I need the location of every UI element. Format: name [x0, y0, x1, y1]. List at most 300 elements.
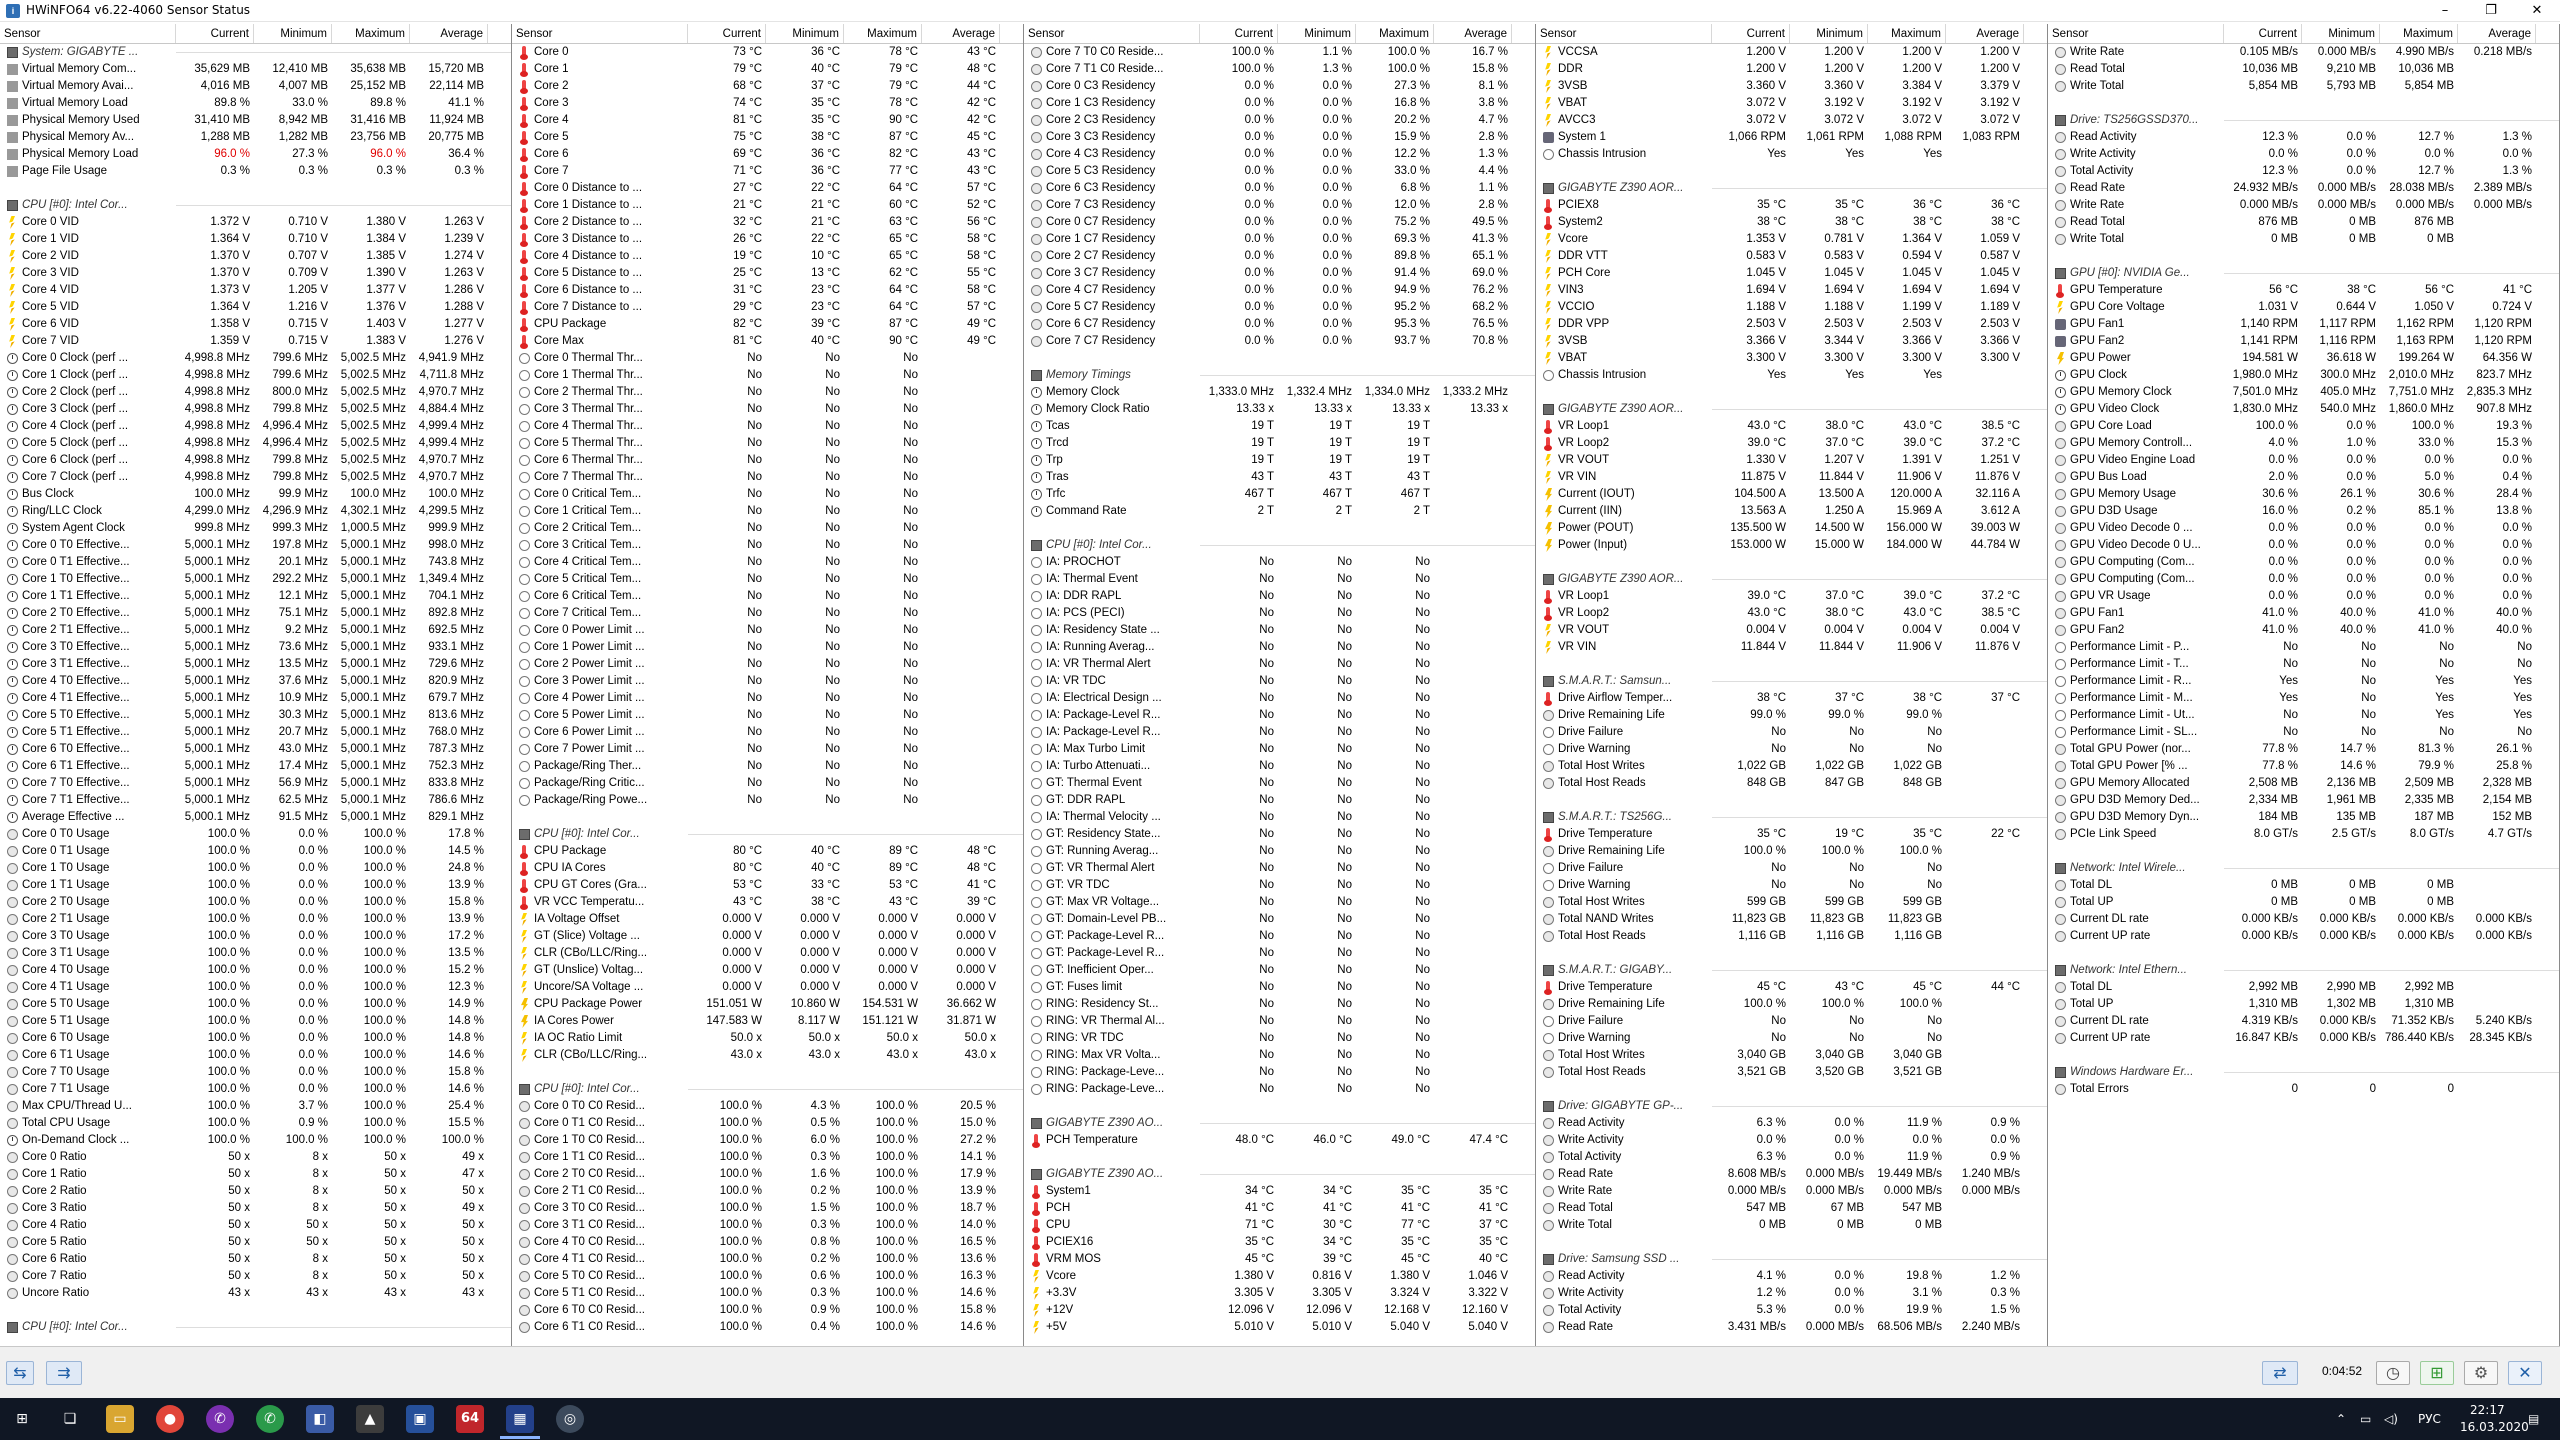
- sensor-row[interactable]: [512, 979, 1023, 996]
- sensor-row[interactable]: [0, 367, 511, 384]
- photos-icon[interactable]: ▲: [356, 1405, 384, 1433]
- sensor-row[interactable]: [1024, 95, 1535, 112]
- sensor-row[interactable]: [1024, 1251, 1535, 1268]
- sensor-row[interactable]: [512, 741, 1023, 758]
- sensor-row[interactable]: [512, 231, 1023, 248]
- file-explorer-icon[interactable]: ▭: [106, 1405, 134, 1433]
- sensor-row[interactable]: [1536, 1217, 2047, 1234]
- sensor-row[interactable]: [1024, 1234, 1535, 1251]
- sensor-row[interactable]: [0, 792, 511, 809]
- sensor-row[interactable]: [1024, 809, 1535, 826]
- sensor-row[interactable]: [2048, 61, 2559, 78]
- steam-icon[interactable]: ◎: [556, 1405, 584, 1433]
- sensor-row[interactable]: [0, 605, 511, 622]
- sensor-row[interactable]: [0, 282, 511, 299]
- sensor-row[interactable]: [512, 911, 1023, 928]
- sensor-row[interactable]: [0, 1064, 511, 1081]
- sensor-row[interactable]: [512, 673, 1023, 690]
- task-view-icon[interactable]: ❏: [63, 1411, 77, 1427]
- sensor-row[interactable]: [0, 1081, 511, 1098]
- sensor-row[interactable]: [512, 214, 1023, 231]
- sensor-row[interactable]: [512, 928, 1023, 945]
- sensor-row[interactable]: [0, 469, 511, 486]
- sensor-row[interactable]: [2048, 979, 2559, 996]
- sensor-row[interactable]: [512, 656, 1023, 673]
- sensor-row[interactable]: [512, 146, 1023, 163]
- sensor-row[interactable]: [0, 486, 511, 503]
- sensor-row[interactable]: [512, 724, 1023, 741]
- sensor-panel[interactable]: [512, 24, 1024, 1346]
- sensor-row[interactable]: [0, 384, 511, 401]
- sensor-row[interactable]: [1024, 231, 1535, 248]
- sensor-row[interactable]: [0, 945, 511, 962]
- sensor-row[interactable]: [512, 1285, 1023, 1302]
- sensor-row[interactable]: [0, 724, 511, 741]
- sensor-row[interactable]: [512, 367, 1023, 384]
- sensor-row[interactable]: [2048, 384, 2559, 401]
- sensor-row[interactable]: [0, 1098, 511, 1115]
- sensor-row[interactable]: [1536, 367, 2047, 384]
- sensor-row[interactable]: [1536, 61, 2047, 78]
- sensor-row[interactable]: [1024, 265, 1535, 282]
- sensor-row[interactable]: [2048, 129, 2559, 146]
- sensor-row[interactable]: [1536, 1132, 2047, 1149]
- sensor-row[interactable]: [0, 61, 511, 78]
- sensor-row[interactable]: [1536, 639, 2047, 656]
- sensor-row[interactable]: [0, 741, 511, 758]
- sensor-row[interactable]: [1024, 1013, 1535, 1030]
- current-column-header[interactable]: Current: [1200, 24, 1278, 43]
- minimum-column-header[interactable]: Minimum: [254, 24, 332, 43]
- current-column-header[interactable]: Current: [688, 24, 766, 43]
- maximum-column-header[interactable]: Maximum: [844, 24, 922, 43]
- sensor-row[interactable]: [0, 95, 511, 112]
- sensor-column-header[interactable]: Sensor: [1536, 24, 1712, 43]
- sensor-row[interactable]: [1024, 112, 1535, 129]
- sensor-group-header[interactable]: [2048, 860, 2559, 877]
- sensor-row[interactable]: [1024, 180, 1535, 197]
- average-column-header[interactable]: Average: [410, 24, 488, 43]
- sensor-row[interactable]: [0, 877, 511, 894]
- sensor-row[interactable]: [512, 1183, 1023, 1200]
- sensor-row[interactable]: [512, 384, 1023, 401]
- sensor-row[interactable]: [1536, 452, 2047, 469]
- viber-icon[interactable]: ✆: [206, 1405, 234, 1433]
- sensor-row[interactable]: [2048, 792, 2559, 809]
- sensor-row[interactable]: [0, 996, 511, 1013]
- sensor-row[interactable]: [0, 214, 511, 231]
- sensor-row[interactable]: [1024, 469, 1535, 486]
- hwinfo-taskbar-icon[interactable]: 64: [456, 1405, 484, 1433]
- close-button[interactable]: ✕: [2531, 3, 2543, 18]
- sensor-row[interactable]: [1024, 690, 1535, 707]
- sensor-row[interactable]: [2048, 911, 2559, 928]
- sensor-row[interactable]: [2048, 673, 2559, 690]
- sensor-row[interactable]: [2048, 826, 2559, 843]
- sensor-row[interactable]: [1024, 656, 1535, 673]
- sensor-row[interactable]: [0, 588, 511, 605]
- sensor-row[interactable]: [512, 843, 1023, 860]
- sensor-row[interactable]: [1536, 350, 2047, 367]
- maximum-column-header[interactable]: Maximum: [1868, 24, 1946, 43]
- sensor-column-header[interactable]: Sensor: [1024, 24, 1200, 43]
- sensor-row[interactable]: [1024, 197, 1535, 214]
- sensor-row[interactable]: [512, 1149, 1023, 1166]
- sensor-row[interactable]: [1024, 146, 1535, 163]
- sensor-row[interactable]: [512, 605, 1023, 622]
- sensor-row[interactable]: [512, 707, 1023, 724]
- sensor-row[interactable]: [1536, 282, 2047, 299]
- sensor-row[interactable]: [0, 1132, 511, 1149]
- sensor-row[interactable]: [2048, 78, 2559, 95]
- sensor-row[interactable]: [1536, 248, 2047, 265]
- sensor-panel[interactable]: [1024, 24, 1536, 1346]
- sensor-group-header[interactable]: [1536, 809, 2047, 826]
- sensor-row[interactable]: [1024, 486, 1535, 503]
- sensor-group-header[interactable]: [512, 826, 1023, 843]
- arrow-left-icon[interactable]: ⇆: [6, 1361, 34, 1385]
- network-icon[interactable]: ▭: [2360, 1412, 2372, 1426]
- sensor-row[interactable]: [1024, 78, 1535, 95]
- sensor-row[interactable]: [0, 843, 511, 860]
- sensor-row[interactable]: [0, 146, 511, 163]
- sensor-row[interactable]: [0, 571, 511, 588]
- sensor-row[interactable]: [0, 1149, 511, 1166]
- sensor-row[interactable]: [2048, 520, 2559, 537]
- sensor-row[interactable]: [512, 520, 1023, 537]
- sensor-row[interactable]: [1536, 826, 2047, 843]
- sensor-row[interactable]: [512, 401, 1023, 418]
- maximize-button[interactable]: ❐: [2485, 3, 2497, 18]
- sensor-row[interactable]: [1536, 1166, 2047, 1183]
- sensor-row[interactable]: [0, 452, 511, 469]
- sensor-row[interactable]: [2048, 333, 2559, 350]
- sensor-row[interactable]: [512, 945, 1023, 962]
- sensor-row[interactable]: [1536, 1285, 2047, 1302]
- sensor-row[interactable]: [1536, 860, 2047, 877]
- sensor-row[interactable]: [0, 503, 511, 520]
- sensor-row[interactable]: [512, 1047, 1023, 1064]
- sensor-row[interactable]: [0, 248, 511, 265]
- sensor-row[interactable]: [0, 1030, 511, 1047]
- network-switch-icon[interactable]: ⇄: [2262, 1361, 2298, 1385]
- sensor-row[interactable]: [0, 299, 511, 316]
- sensor-row[interactable]: [1536, 1183, 2047, 1200]
- sensor-row[interactable]: [0, 1166, 511, 1183]
- sensor-row[interactable]: [0, 690, 511, 707]
- sensor-row[interactable]: [1536, 1013, 2047, 1030]
- sensor-row[interactable]: [0, 163, 511, 180]
- sensor-row[interactable]: [2048, 299, 2559, 316]
- sensor-row[interactable]: [512, 299, 1023, 316]
- sensor-row[interactable]: [512, 180, 1023, 197]
- sensor-row[interactable]: [1024, 1268, 1535, 1285]
- sensor-row[interactable]: [1536, 146, 2047, 163]
- sensor-row[interactable]: [2048, 877, 2559, 894]
- sensor-group-header[interactable]: [1536, 962, 2047, 979]
- sensor-row[interactable]: [1536, 1047, 2047, 1064]
- sensor-row[interactable]: [1536, 197, 2047, 214]
- sensor-row[interactable]: [0, 401, 511, 418]
- sensor-row[interactable]: [1024, 843, 1535, 860]
- sensor-row[interactable]: [0, 860, 511, 877]
- sensor-group-header[interactable]: [1536, 571, 2047, 588]
- sensor-row[interactable]: [0, 333, 511, 350]
- minimum-column-header[interactable]: Minimum: [766, 24, 844, 43]
- sensor-row[interactable]: [2048, 401, 2559, 418]
- sensor-row[interactable]: [1536, 520, 2047, 537]
- sensor-row[interactable]: [1024, 299, 1535, 316]
- sensor-row[interactable]: [1536, 537, 2047, 554]
- sensor-row[interactable]: [512, 112, 1023, 129]
- sensor-row[interactable]: [512, 503, 1023, 520]
- sensor-row[interactable]: [2048, 197, 2559, 214]
- sensor-row[interactable]: [1536, 231, 2047, 248]
- sensor-row[interactable]: [512, 1268, 1023, 1285]
- sensor-row[interactable]: [1024, 1064, 1535, 1081]
- sensor-row[interactable]: [0, 316, 511, 333]
- sensor-row[interactable]: [1024, 248, 1535, 265]
- sensor-row[interactable]: [2048, 758, 2559, 775]
- sensor-row[interactable]: [1024, 1302, 1535, 1319]
- sensor-group-header[interactable]: [2048, 962, 2559, 979]
- sensor-row[interactable]: [512, 775, 1023, 792]
- sensor-column-header[interactable]: Sensor: [512, 24, 688, 43]
- sensor-row[interactable]: [1536, 333, 2047, 350]
- sensor-row[interactable]: [0, 911, 511, 928]
- sensor-row[interactable]: [0, 1217, 511, 1234]
- sensor-row[interactable]: [1024, 384, 1535, 401]
- sensor-row[interactable]: [1536, 1200, 2047, 1217]
- sensor-row[interactable]: [1024, 826, 1535, 843]
- settings-gear-icon[interactable]: ⚙: [2464, 1361, 2498, 1385]
- sensor-row[interactable]: [1536, 435, 2047, 452]
- sensor-row[interactable]: [2048, 1013, 2559, 1030]
- sensor-row[interactable]: [0, 639, 511, 656]
- sensor-row[interactable]: [1536, 1268, 2047, 1285]
- sensor-row[interactable]: [0, 928, 511, 945]
- sensor-row[interactable]: [0, 537, 511, 554]
- sensor-row[interactable]: [1536, 44, 2047, 61]
- sensor-row[interactable]: [512, 1251, 1023, 1268]
- current-column-header[interactable]: Current: [1712, 24, 1790, 43]
- sensor-group-header[interactable]: [1024, 367, 1535, 384]
- sensor-row[interactable]: [512, 877, 1023, 894]
- sensor-row[interactable]: [1024, 639, 1535, 656]
- sensor-row[interactable]: [1024, 911, 1535, 928]
- sensor-row[interactable]: [512, 163, 1023, 180]
- sensor-row[interactable]: [512, 1013, 1023, 1030]
- remote-desktop-icon[interactable]: ▣: [406, 1405, 434, 1433]
- sensor-row[interactable]: [1024, 163, 1535, 180]
- sensor-row[interactable]: [512, 316, 1023, 333]
- sensor-row[interactable]: [1024, 44, 1535, 61]
- sensor-panel[interactable]: [2048, 24, 2560, 1346]
- sensor-row[interactable]: [512, 1319, 1023, 1336]
- sensor-row[interactable]: [0, 435, 511, 452]
- sensor-row[interactable]: [1024, 928, 1535, 945]
- sensor-row[interactable]: [2048, 503, 2559, 520]
- sensor-group-header[interactable]: [2048, 1064, 2559, 1081]
- sensor-row[interactable]: [512, 61, 1023, 78]
- sensor-row[interactable]: [1536, 928, 2047, 945]
- sensor-row[interactable]: [1024, 588, 1535, 605]
- add-report-icon[interactable]: ⊞: [2420, 1361, 2454, 1385]
- sensor-row[interactable]: [512, 1098, 1023, 1115]
- clock-icon[interactable]: ◷: [2376, 1361, 2410, 1385]
- arrow-right-icon[interactable]: ⇉: [46, 1361, 82, 1385]
- sensor-row[interactable]: [512, 1302, 1023, 1319]
- sensor-row[interactable]: [512, 129, 1023, 146]
- clock-time[interactable]: 22:17: [2470, 1403, 2505, 1417]
- sensor-row[interactable]: [2048, 44, 2559, 61]
- sensor-row[interactable]: [1024, 1081, 1535, 1098]
- sensor-row[interactable]: [0, 1234, 511, 1251]
- sensor-row[interactable]: [2048, 1030, 2559, 1047]
- sensor-row[interactable]: [2048, 622, 2559, 639]
- sensor-row[interactable]: [1024, 1132, 1535, 1149]
- sensor-row[interactable]: [512, 622, 1023, 639]
- sensor-row[interactable]: [0, 418, 511, 435]
- sensor-group-header[interactable]: [2048, 265, 2559, 282]
- sensor-group-header[interactable]: [512, 1081, 1023, 1098]
- sensor-column-header[interactable]: Sensor: [2048, 24, 2224, 43]
- sensor-row[interactable]: [1024, 214, 1535, 231]
- sensor-group-header[interactable]: [1024, 1166, 1535, 1183]
- sensor-row[interactable]: [2048, 282, 2559, 299]
- sensor-row[interactable]: [2048, 928, 2559, 945]
- sensor-row[interactable]: [2048, 724, 2559, 741]
- sensor-row[interactable]: [512, 469, 1023, 486]
- sensor-row[interactable]: [2048, 741, 2559, 758]
- sensor-row[interactable]: [0, 894, 511, 911]
- minimize-button[interactable]: –: [2441, 3, 2449, 18]
- sensor-row[interactable]: [1536, 894, 2047, 911]
- sensor-row[interactable]: [2048, 775, 2559, 792]
- current-column-header[interactable]: Current: [2224, 24, 2302, 43]
- sensor-row[interactable]: [2048, 1081, 2559, 1098]
- sensor-row[interactable]: [1536, 996, 2047, 1013]
- sensor-row[interactable]: [2048, 180, 2559, 197]
- sensor-row[interactable]: [0, 758, 511, 775]
- sensor-row[interactable]: [0, 1268, 511, 1285]
- sensor-row[interactable]: [512, 792, 1023, 809]
- current-column-header[interactable]: Current: [176, 24, 254, 43]
- sensor-row[interactable]: [1024, 1183, 1535, 1200]
- sensor-row[interactable]: [1536, 112, 2047, 129]
- average-column-header[interactable]: Average: [1946, 24, 2024, 43]
- sensor-row[interactable]: [1024, 282, 1535, 299]
- sensor-row[interactable]: [1536, 758, 2047, 775]
- sensor-row[interactable]: [1536, 741, 2047, 758]
- sensor-row[interactable]: [1024, 605, 1535, 622]
- sensor-row[interactable]: [512, 758, 1023, 775]
- sensor-row[interactable]: [1536, 214, 2047, 231]
- sensor-row[interactable]: [1536, 1115, 2047, 1132]
- average-column-header[interactable]: Average: [2458, 24, 2536, 43]
- sensor-row[interactable]: [0, 809, 511, 826]
- sensor-row[interactable]: [512, 1030, 1023, 1047]
- sensor-row[interactable]: [2048, 554, 2559, 571]
- sensor-row[interactable]: [1536, 486, 2047, 503]
- sensor-row[interactable]: [1536, 707, 2047, 724]
- sensor-row[interactable]: [512, 78, 1023, 95]
- sensor-row[interactable]: [1024, 418, 1535, 435]
- sensor-row[interactable]: [512, 452, 1023, 469]
- sensor-row[interactable]: [1024, 1047, 1535, 1064]
- sensor-row[interactable]: [1536, 1064, 2047, 1081]
- sensor-row[interactable]: [0, 350, 511, 367]
- sensor-row[interactable]: [1024, 996, 1535, 1013]
- sensor-row[interactable]: [0, 979, 511, 996]
- sensor-row[interactable]: [512, 690, 1023, 707]
- sensor-row[interactable]: [1536, 911, 2047, 928]
- sensor-row[interactable]: [1024, 877, 1535, 894]
- sensor-row[interactable]: [512, 1217, 1023, 1234]
- maximum-column-header[interactable]: Maximum: [2380, 24, 2458, 43]
- sensor-row[interactable]: [1024, 860, 1535, 877]
- sensor-row[interactable]: [1536, 469, 2047, 486]
- sensor-row[interactable]: [0, 673, 511, 690]
- minimum-column-header[interactable]: Minimum: [2302, 24, 2380, 43]
- sensor-row[interactable]: [0, 520, 511, 537]
- sensor-row[interactable]: [1024, 945, 1535, 962]
- sensor-row[interactable]: [1536, 1030, 2047, 1047]
- sensor-panel[interactable]: [0, 24, 512, 1346]
- sensor-row[interactable]: [2048, 418, 2559, 435]
- sensor-row[interactable]: [2048, 367, 2559, 384]
- minimum-column-header[interactable]: Minimum: [1790, 24, 1868, 43]
- sensor-row[interactable]: [0, 962, 511, 979]
- sensor-row[interactable]: [512, 860, 1023, 877]
- sensor-row[interactable]: [0, 1047, 511, 1064]
- sensor-row[interactable]: [1536, 418, 2047, 435]
- sensor-row[interactable]: [0, 1183, 511, 1200]
- sensor-row[interactable]: [1024, 792, 1535, 809]
- sensor-row[interactable]: [512, 996, 1023, 1013]
- minimum-column-header[interactable]: Minimum: [1278, 24, 1356, 43]
- maximum-column-header[interactable]: Maximum: [1356, 24, 1434, 43]
- sensor-row[interactable]: [0, 231, 511, 248]
- sensor-row[interactable]: [512, 1200, 1023, 1217]
- sensor-row[interactable]: [1024, 724, 1535, 741]
- notifications-icon[interactable]: ▤: [2528, 1412, 2540, 1426]
- sensor-row[interactable]: [2048, 605, 2559, 622]
- sensor-row[interactable]: [1024, 129, 1535, 146]
- sensor-row[interactable]: [1024, 622, 1535, 639]
- sensor-row[interactable]: [512, 554, 1023, 571]
- sensor-row[interactable]: [2048, 163, 2559, 180]
- sensor-row[interactable]: [1536, 129, 2047, 146]
- sensor-row[interactable]: [1536, 690, 2047, 707]
- sensor-row[interactable]: [1536, 78, 2047, 95]
- sensor-row[interactable]: [1536, 503, 2047, 520]
- chrome-icon[interactable]: ●: [156, 1405, 184, 1433]
- sensor-row[interactable]: [1024, 758, 1535, 775]
- sensor-group-header[interactable]: [1024, 537, 1535, 554]
- sensor-row[interactable]: [512, 962, 1023, 979]
- sensor-row[interactable]: [2048, 996, 2559, 1013]
- sensor-row[interactable]: [512, 333, 1023, 350]
- sensor-row[interactable]: [1024, 452, 1535, 469]
- language-indicator[interactable]: РУС: [2418, 1412, 2441, 1426]
- sensor-row[interactable]: [1024, 435, 1535, 452]
- sensor-row[interactable]: [2048, 469, 2559, 486]
- sensor-row[interactable]: [1024, 741, 1535, 758]
- sensor-row[interactable]: [1024, 894, 1535, 911]
- sensor-row[interactable]: [2048, 350, 2559, 367]
- sensor-row[interactable]: [512, 639, 1023, 656]
